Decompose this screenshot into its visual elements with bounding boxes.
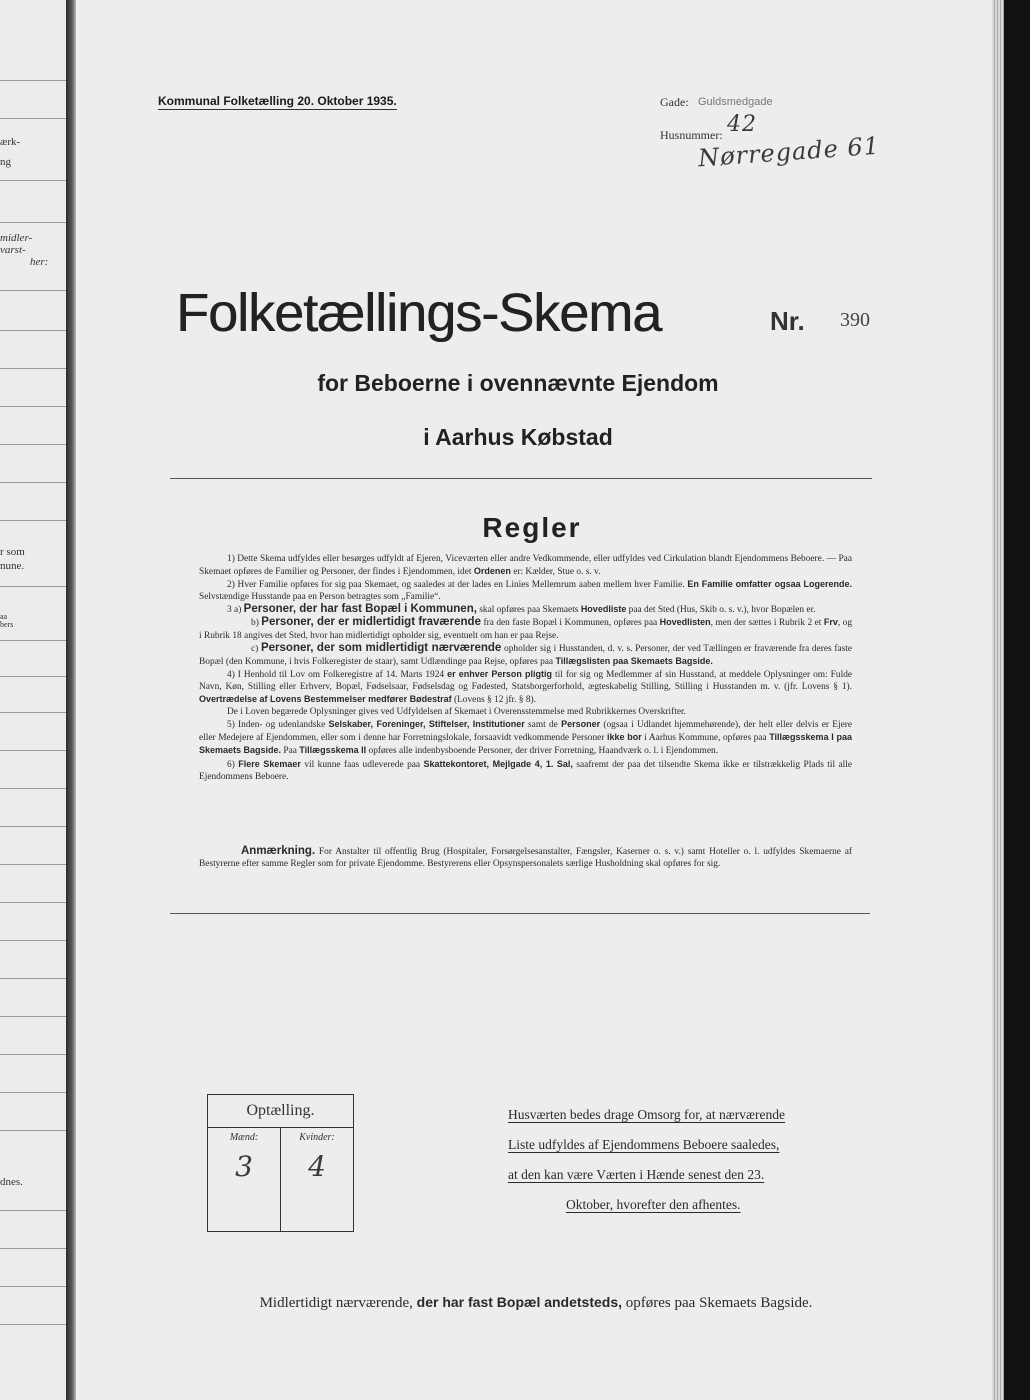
street-value: Guldsmedgade [698,96,773,108]
left-fragment: aa [0,612,8,621]
left-rule [0,520,68,521]
left-fragment: r som [0,546,25,558]
rule-3a: 3 a) Personer, der har fast Bopæl i Kommunen, skal opføres paa Skemaets Hovedliste paa det Sted (Hus, Skib o. s. v.), hvor Bopælen er. [227,603,816,616]
rule-4: 4) I Henhold til Lov om Folkeregistre af 14. Marts 1924 er enhver Person pligtig til for sig og Medlemmer af sin Husstand, at meddele Oplysninger om: Fulde Navn, Køn, Stilling eller Erhverv, Bopæl, Fødselsaar, Fødselsdag og Fødested, Statsborgerforhold, ægteskabelig Stilling, Stilling i Husstanden m. v. (jfr. Lovens § 1). Overtrædelse af Lovens Bestemmelser medfører Bødestraf (Lovens § 12 jfr. § 8). [199,668,853,706]
men-count-handwritten: 3 [235,1150,253,1183]
form-number-label: Nr. [770,306,805,336]
left-rule [0,1210,68,1211]
rule-1: 1) Dette Skema udfyldes eller besørges udfyldt af Ejeren, Viceværten eller andre Vedkommende, eller udfyldes ved Cirkulation blandt Ejendommens Beboere. — Paa Skemaet opføres de Familier og Personer, der findes i Ejendommen, idet Ordenen er: Kælder, Stue o. s. v. [199,554,852,578]
tally-women-column [280,1128,353,1231]
women-label: Kvinder: [299,1132,335,1143]
form-number-value: 390 [840,309,870,331]
notice-line: Oktober, hvorefter den afhentes. [566,1197,741,1212]
left-fragment: ærk- [0,136,21,148]
rule-6: 6) Flere Skemaer vil kunne faas udleverede paa Skattekontoret, Mejlgade 4, 1. Sal, saafremt der paa det tilsendte Skema ikke er tilstrækkelig Plads til alle Ejendommens Beboere. [199,758,853,782]
left-rule [0,826,68,827]
remark-text: For Anstalter til offentlig Brug (Hospitaler, Forsørgelsesanstalter, Fængsler, Kaserner o. s. v.) samt Hoteller o. l. udfyldes Skemaerne af Bestyrerne efter samme Regler som for private Ejendomme. Bestyrerens eller Opsynspersonalets særlige Husholdning skal opføres for sig. [199,847,853,870]
tally-men-column [208,1128,280,1231]
rule-4b: De i Loven begærede Oplysninger gives ved Udfyldelsen af Skemaet i Overensstemmelse med Rubrikkernes Overskrifter. [227,707,686,718]
left-rule [0,180,68,181]
tally-title: Optælling. [208,1095,353,1128]
left-rule [0,676,68,677]
form-title: Folketællings-Skema [176,283,662,343]
census-form-page [76,0,992,1400]
page-edges [992,0,1004,1400]
notice-line: Husværten bedes drage Omsorg for, at nærværende [508,1107,786,1122]
left-rule [0,444,68,445]
left-rule [0,1324,68,1325]
left-fragment: varst- [0,244,26,256]
left-fragment: bers [0,620,14,629]
women-count-handwritten: 4 [308,1150,326,1183]
left-fragment: dnes. [0,1176,23,1188]
scan-background [1004,0,1030,1400]
left-rule [0,330,68,331]
left-fragment: midler- [0,232,33,244]
left-rule [0,712,68,713]
left-rule [0,640,68,641]
notice-line: at den kan være Værten i Hænde senest den 23. [508,1167,765,1182]
left-rule [0,750,68,751]
remark-label: Anmærkning. [241,845,316,857]
form-subtitle: for Beboerne i ovennævnte Ejendom [317,370,719,396]
left-rule [0,118,68,119]
tally-box [207,1094,354,1232]
house-number-label: Husnummer: [660,128,723,142]
rule-3c: c) Personer, der som midlertidigt nærværende opholder sig i Husstanden, d. v. s. Personer, der ved Tællingen er fraværende fra deres faste Bopæl (den Kommune, i hvis Folkeregister de staar), samt Udlændinge paa Rejse, opføres paa Tillægslisten paa Skemaets Bagside. [199,641,853,667]
divider-bottom [170,913,870,914]
left-rule [0,368,68,369]
notice-line: Liste udfyldes af Ejendommens Beboere saaledes, [508,1137,780,1152]
left-rule [0,1248,68,1249]
left-fragment: nune. [0,560,25,572]
census-header: Kommunal Folketælling 20. Oktober 1935. [158,94,397,108]
left-fragment: her: [30,256,49,268]
rule-5: 5) Inden- og udenlandske Selskaber, Foreninger, Stiftelser, Institutioner samt de Personer (ogsaa i Udlandet hjemmehørende), der helt eller delvis er Ejere eller Medejere af Ejendommen, eller som i denne har Forretningslokale, forsaavidt vedkommende Personer ikke bor i Aarhus Kommune, opføres paa Tillægsskema I paa Skemaets Bagside. Paa Tillægsskema II opføres alle indenbysboende Personer, der driver Forretning, Haandværk o. l. i Ejendommen. [199,719,853,757]
divider-top [170,478,872,479]
left-fragment: ng [0,156,11,168]
remark-block [199,845,852,870]
left-rule [0,1054,68,1055]
book-spine [66,0,76,1400]
left-rule [0,290,68,291]
rule-2: 2) Hver Familie opføres for sig paa Skemaet, og saaledes at der lades en Linies Mellemrum aaben mellem hver Familie. En Familie omfatter ogsaa Logerende. Selvstændige Husstande paa en Person betragtes som „Familie“. [199,579,852,603]
previous-page-strip [0,0,68,1400]
landlord-notice [508,1100,848,1220]
rules-text [199,553,852,783]
house-number-handwritten: 42 [727,112,757,137]
left-rule [0,1016,68,1017]
left-rule [0,902,68,903]
left-rule [0,978,68,979]
footer-note: Midlertidigt nærværende, der har fast Bopæl andetsteds, opføres paa Skemaets Bagside. [259,1294,813,1311]
men-label: Mænd: [229,1132,259,1143]
left-rule [0,586,68,587]
street-label: Gade: [660,95,689,109]
left-rule [0,80,68,81]
left-rule [0,788,68,789]
left-rule [0,940,68,941]
left-rule [0,222,68,223]
rules-heading: Regler [482,512,582,543]
left-rule [0,406,68,407]
address-note-handwritten: Nørregade 61 [697,131,881,173]
left-rule [0,1092,68,1093]
left-rule [0,1286,68,1287]
rule-3b: b) Personer, der er midlertidigt fraværende fra den faste Bopæl i Kommunen, opføres paa Hovedlisten, men der sættes i Rubrik 2 et Frv, og i Rubrik 18 angives det Sted, hvor han midlertidigt opholder sig, eventuelt om han er paa Rejse. [199,616,853,641]
form-municipality: i Aarhus Købstad [423,424,613,450]
left-rule [0,482,68,483]
left-rule [0,1130,68,1131]
left-rule [0,864,68,865]
